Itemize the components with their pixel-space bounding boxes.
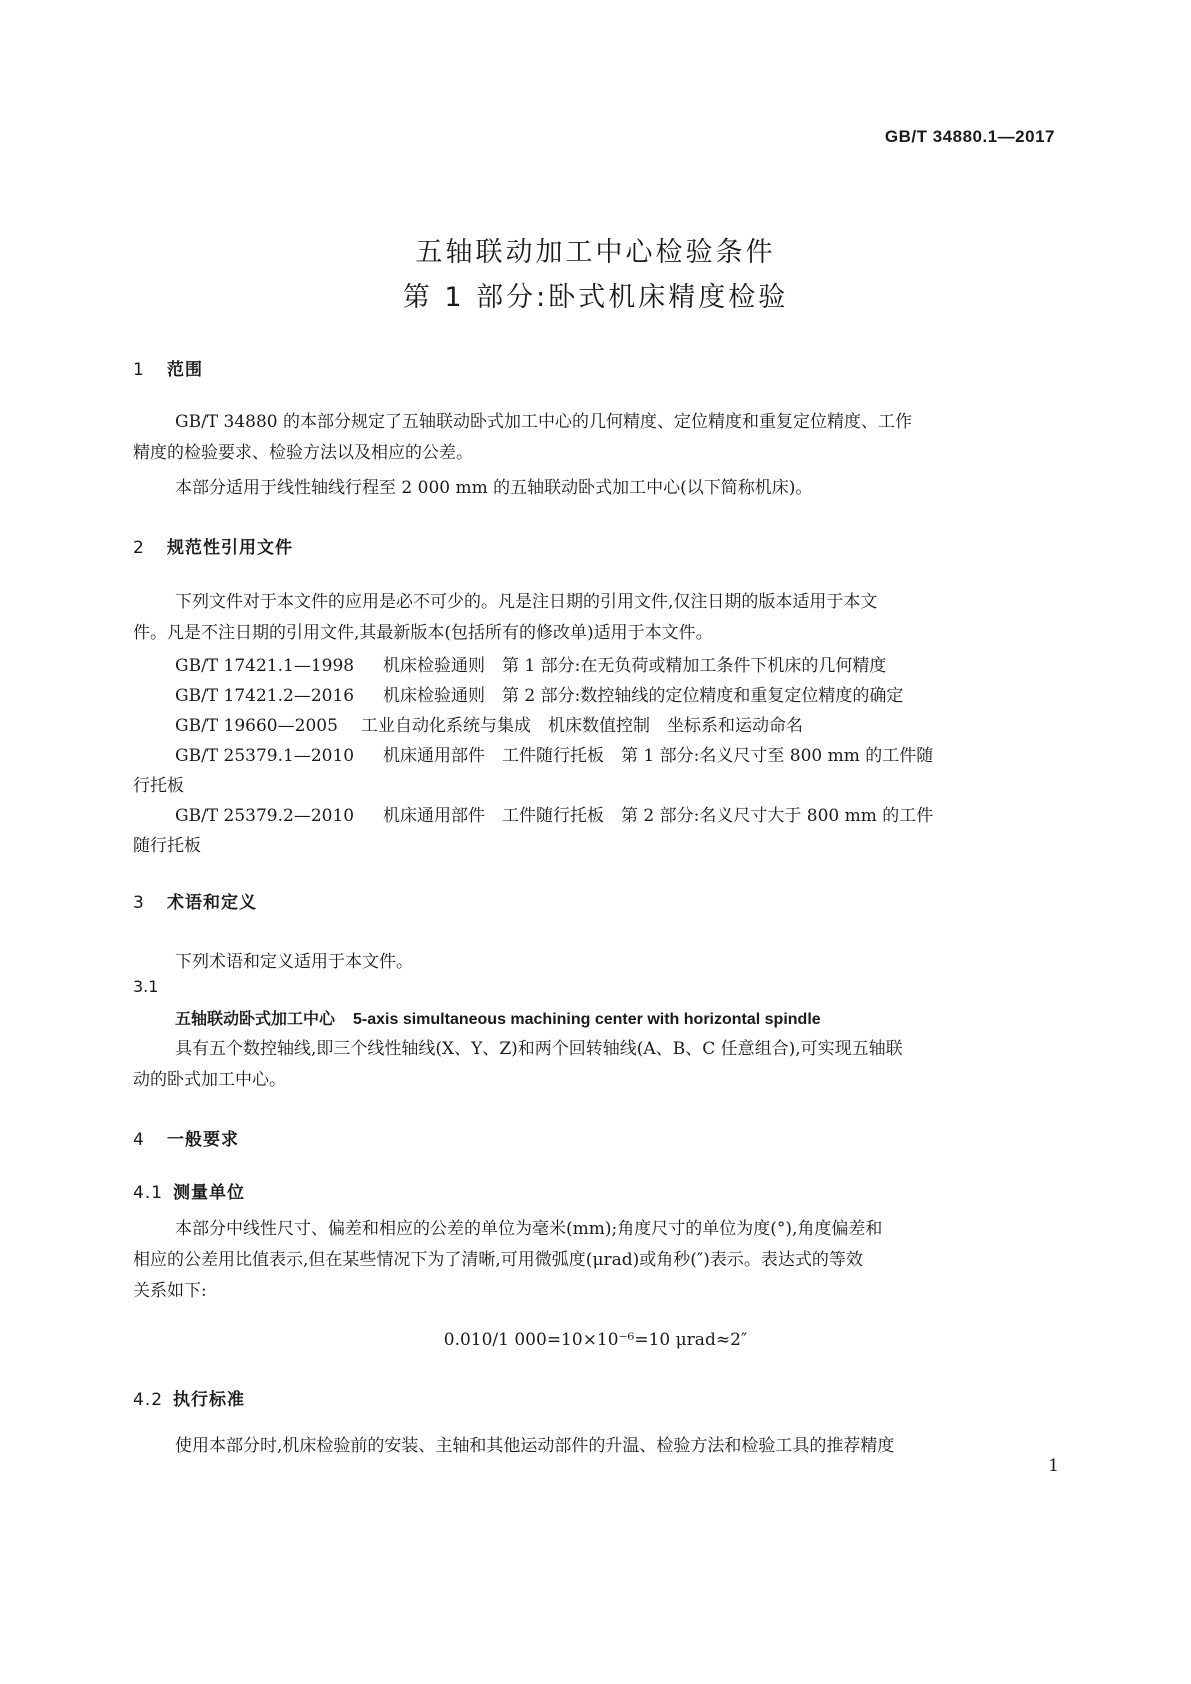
- term-definition: [133, 1034, 1059, 1096]
- paragraph-line: 关系如下:: [133, 1281, 207, 1301]
- paragraph-line: 件。凡是不注日期的引用文件,其最新版本(包括所有的修改单)适用于本文件。: [133, 623, 713, 643]
- reference-code: GB/T 25379.1—2010: [175, 746, 355, 766]
- reference-code: GB/T 17421.1—1998: [175, 656, 355, 676]
- subsection-number: 4.2: [133, 1390, 164, 1410]
- reference-code: GB/T 17421.2—2016: [175, 686, 355, 706]
- section-4-heading: [133, 1125, 239, 1150]
- reference-title: 机床检验通则 第 2 部分:数控轴线的定位精度和重复定位精度的确定: [383, 686, 904, 706]
- reference-title: 机床通用部件 工件随行托板 第 2 部分:名义尺寸大于 800 mm 的工件: [383, 806, 934, 826]
- paragraph-line: 精度的检验要求、检验方法以及相应的公差。: [133, 443, 473, 463]
- reference-continuation: 随行托板: [133, 836, 201, 856]
- reference-item: [175, 681, 903, 706]
- reference-item: [175, 801, 933, 826]
- section-number: 1: [133, 360, 145, 380]
- paragraph-line: 下列文件对于本文件的应用是必不可少的。凡是注日期的引用文件,仅注日期的版本适用于本文: [175, 592, 878, 612]
- paragraph-line: 本部分中线性尺寸、偏差和相应的公差的单位为毫米(mm);角度尺寸的单位为度(°),角度偏差和: [175, 1219, 883, 1239]
- paragraph-line: 相应的公差用比值表示,但在某些情况下为了清晰,可用微弧度(μrad)或角秒(″)表示。表达式的等效: [133, 1250, 863, 1270]
- section-title: 范围: [167, 360, 203, 380]
- section-title: 一般要求: [167, 1130, 239, 1150]
- paragraph-line: 动的卧式加工中心。: [133, 1070, 286, 1090]
- term-chinese: 五轴联动卧式加工中心: [175, 1009, 336, 1028]
- reference-continuation: 行托板: [133, 776, 184, 796]
- reference-code: GB/T 25379.2—2010: [175, 806, 355, 826]
- subsection-number: 4.1: [133, 1183, 164, 1203]
- subsection-title: 测量单位: [173, 1183, 245, 1203]
- equivalence-formula: 0.010/1 000=10×10⁻⁶=10 μrad≈2″: [443, 1330, 748, 1350]
- term-entry: [175, 1006, 821, 1029]
- paragraph-line: GB/T 34880 的本部分规定了五轴联动卧式加工中心的几何精度、定位精度和重复定位精度、工作: [175, 412, 913, 432]
- section-1-paragraph-2: 本部分适用于线性轴线行程至 2 000 mm 的五轴联动卧式加工中心(以下简称机床)。: [175, 478, 813, 498]
- page-number: 1: [1048, 1456, 1059, 1476]
- section-2-paragraph-1: [133, 587, 1059, 649]
- section-number: 3: [133, 893, 145, 913]
- reference-item: [175, 651, 886, 676]
- section-number: 2: [133, 538, 145, 558]
- section-4-1-heading: [133, 1178, 245, 1203]
- section-4-1-paragraph: [133, 1214, 1059, 1307]
- reference-code: GB/T 19660—2005: [175, 716, 338, 736]
- reference-title: 机床检验通则 第 1 部分:在无负荷或精加工条件下机床的几何精度: [383, 656, 887, 676]
- section-2-heading: [133, 533, 293, 558]
- section-1-heading: [133, 355, 203, 380]
- section-title: 规范性引用文件: [167, 538, 293, 558]
- section-3-heading: [133, 888, 257, 913]
- section-1-paragraph-1: [133, 407, 1059, 469]
- reference-item: [175, 741, 933, 766]
- document-title-line1: 五轴联动加工中心检验条件: [415, 237, 776, 268]
- term-english: 5-axis simultaneous machining center with horizontal spindle: [353, 1011, 821, 1028]
- term-number: 3.1: [133, 977, 159, 996]
- section-4-2-paragraph: 使用本部分时,机床检验前的安装、主轴和其他运动部件的升温、检验方法和检验工具的推荐精度: [175, 1436, 895, 1456]
- paragraph-line: 具有五个数控轴线,即三个线性轴线(X、Y、Z)和两个回转轴线(A、B、C 任意组合),可实现五轴联: [175, 1039, 903, 1059]
- section-number: 4: [133, 1130, 145, 1150]
- reference-title: 机床通用部件 工件随行托板 第 1 部分:名义尺寸至 800 mm 的工件随: [383, 746, 934, 766]
- section-title: 术语和定义: [167, 893, 257, 913]
- reference-title: 工业自动化系统与集成 机床数值控制 坐标系和运动命名: [361, 716, 803, 736]
- section-4-2-heading: [133, 1385, 245, 1410]
- section-3-paragraph-1: 下列术语和定义适用于本文件。: [175, 952, 413, 972]
- standard-code: GB/T 34880.1—2017: [884, 127, 1055, 146]
- subsection-title: 执行标准: [173, 1390, 245, 1410]
- reference-item: [175, 711, 803, 736]
- document-title-line2: 第 1 部分:卧式机床精度检验: [402, 282, 789, 313]
